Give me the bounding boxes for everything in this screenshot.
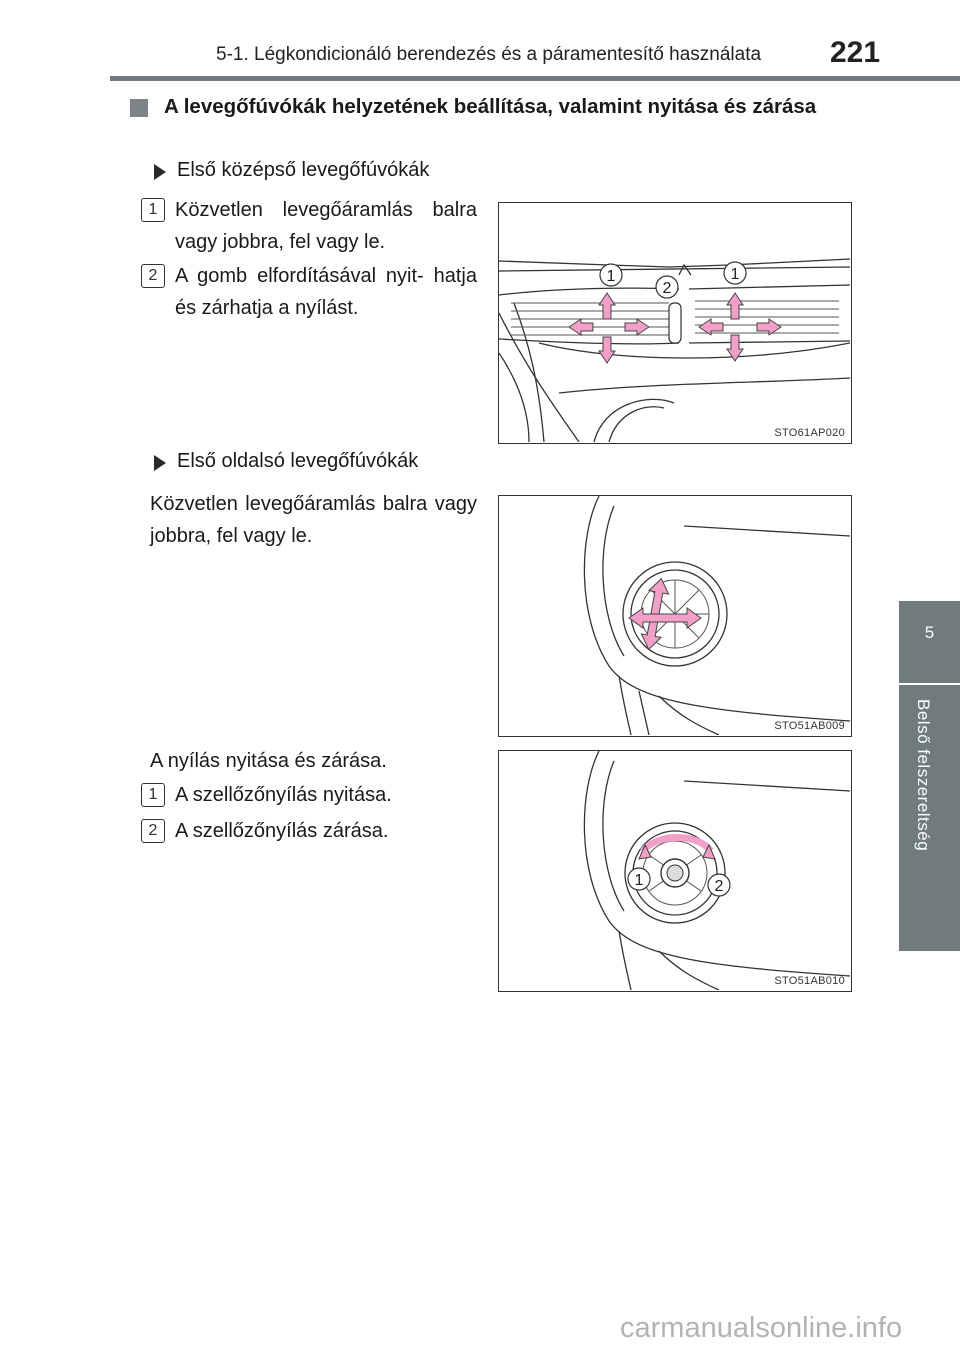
- triangle-bullet-icon: [154, 455, 166, 471]
- step-number-badge: 2: [141, 264, 165, 288]
- callout-label: 1: [606, 268, 616, 285]
- figure-center-vents: [498, 202, 852, 444]
- step-text: Közvetlen levegőáramlás balra vagy jobbra, fel vagy le.: [175, 199, 477, 253]
- triangle-bullet-icon: [154, 164, 166, 180]
- step-text: A szellőzőnyílás zárása.: [175, 820, 389, 842]
- side-vent-direction-illustration: [499, 496, 850, 735]
- paragraph-side-vents: Közvetlen levegőáramlás balra vagy jobbra, fel vagy le.: [150, 493, 477, 547]
- figure-code: STO61AP020: [774, 427, 845, 439]
- header-rule: [110, 76, 960, 81]
- figure-code: STO51AB009: [774, 720, 845, 732]
- step-number-badge: 2: [141, 819, 165, 843]
- subheading-center-vents: Első középső levegőfúvókák: [177, 159, 430, 181]
- square-bullet-icon: [130, 99, 148, 117]
- step-number-badge: 1: [141, 783, 165, 807]
- running-header: 5-1. Légkondicionáló berendezés és a páramentesítő használata: [216, 44, 762, 65]
- chapter-number: 5: [924, 623, 935, 642]
- figure-side-vent-open-close: [498, 750, 852, 992]
- paragraph-open-close: A nyílás nyitása és zárása.: [150, 750, 387, 772]
- watermark: carmanualsonline.info: [620, 1312, 903, 1344]
- step-text: A gomb elfordításával nyit- hatja és zárhatja a nyílást.: [175, 265, 477, 319]
- step-number-badge: 1: [141, 198, 165, 222]
- subheading-side-vents: Első oldalsó levegőfúvókák: [177, 450, 419, 472]
- figure-code: STO51AB010: [774, 975, 845, 987]
- step-text: A szellőzőnyílás nyitása.: [175, 784, 392, 806]
- callout-label: 2: [714, 878, 724, 895]
- chapter-tab: [899, 601, 960, 951]
- figure-side-vent-direction: [498, 495, 852, 737]
- callout-label: 1: [730, 266, 740, 283]
- chapter-label: Belső felszereltség: [914, 699, 933, 852]
- callout-label: 1: [634, 872, 644, 889]
- page-number: 221: [830, 36, 881, 69]
- callout-label: 2: [662, 280, 672, 297]
- section-heading: A levegőfúvókák helyzetének beállítása, valamint nyitása és zárása: [164, 95, 817, 118]
- center-vents-illustration: [499, 203, 850, 442]
- side-vent-knob-illustration: [499, 751, 850, 990]
- chapter-tab-divider: [899, 683, 960, 685]
